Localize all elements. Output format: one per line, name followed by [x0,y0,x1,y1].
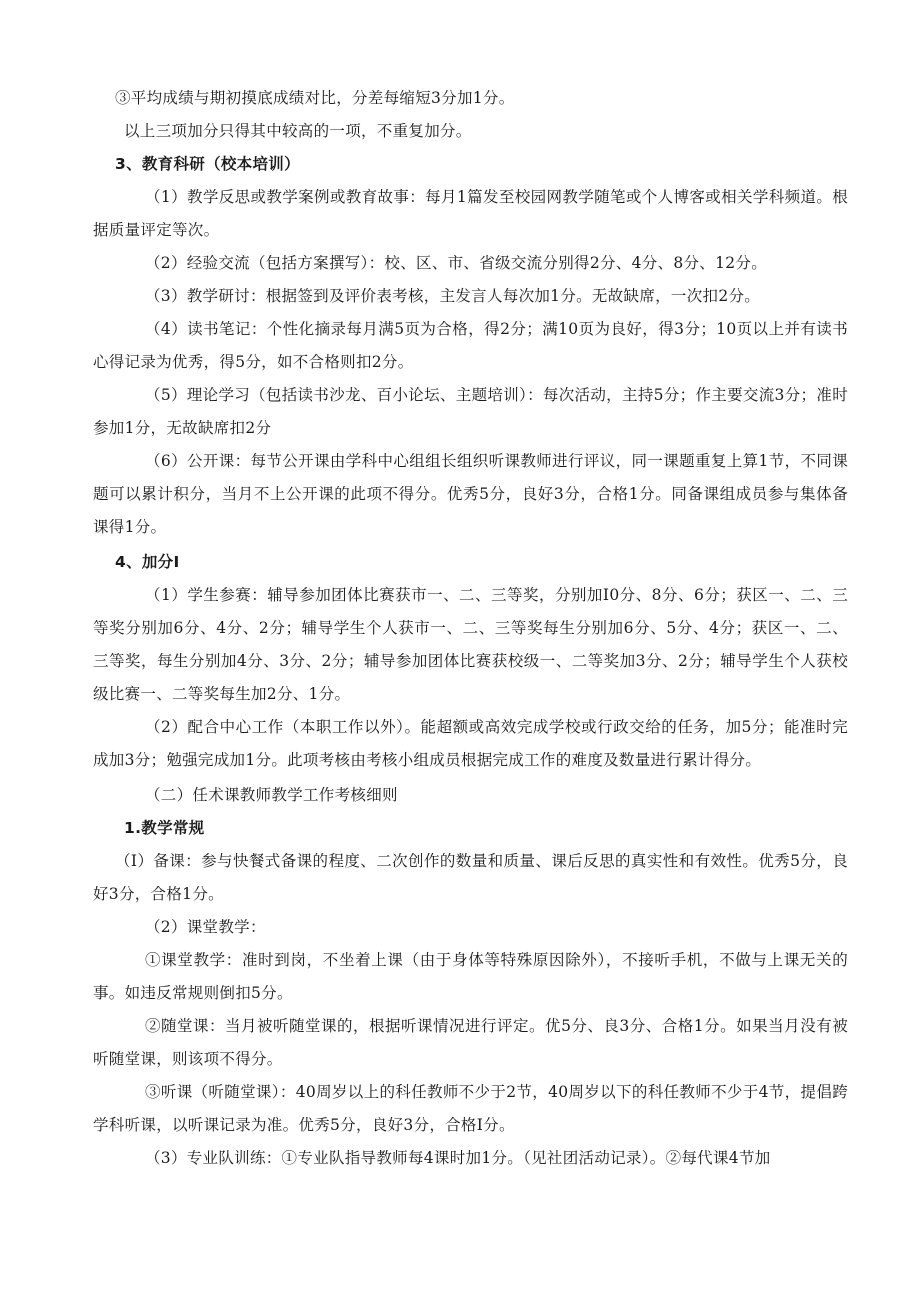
section-heading-teaching-routine: 1.教学常规 [124,819,205,837]
paragraph-experience-exchange: （2）经验交流（包括方案撰写）：校、区、市、省级交流分别得2分、4分、8分、12分。 [145,254,768,272]
section-heading-bonus: 4、加分Ⅰ [115,553,180,571]
paragraph-teaching-reflection: （1）教学反思或教学案例或教育故事：每月1篇发至校园网教学随笔或个人博客或相关学科频道。根据质量评定等次。 [93,188,848,239]
paragraph-classroom-rules: ①课堂教学：准时到岗，不坐着上课（由于身体等特殊原因除外），不接听手机，不做与上课无关的事。如违反常规则倒扣5分。 [93,951,848,1002]
paragraph-reading-notes: （4）读书笔记：个性化摘录每月满5页为合格，得2分；满10页为良好，得3分；10页以上并有读书心得记录为优秀，得5分，如不合格则扣2分。 [93,320,848,371]
section-heading-research: 3、教育科研（校本培训） [115,155,300,173]
paragraph-theory-study: （5）理论学习（包括读书沙龙、百小论坛、主题培训）：每次活动，主持5分；作主要交流3分；准时参加1分，无故缺席扣2分 [93,386,848,437]
paragraph-student-competition: （1）学生参赛：辅导参加团体比赛获市一、二、三等奖，分别加I0分、8分、6分；获区一、二、三等奖分别加6分、4分、2分；辅导学生个人获市一、二、三等奖每生分别加6分、5分、4分；获区一、二、三等奖，每生分别加4分、3分、2分；辅导参加团体比赛获校级一、二等奖加3分、2分；辅导学生个人获校级比赛一、二等奖每生加2分、1分。 [93,586,848,703]
paragraph-open-class: （6）公开课：每节公开课由学科中心组组长组织听课教师进行评议，同一课题重复上算1节，不同课题可以累计积分，当月不上公开课的此项不得分。优秀5分，良好3分，合格1分。同备课组成员参与集体备课得1分。 [93,452,848,536]
paragraph-lesson-preparation: （I）备课：参与快餐式备课的程度、二次创作的数量和质量、课后反思的真实性和有效性。优秀5分，良好3分，合格1分。 [93,852,848,903]
paragraph-center-work: （2）配合中心工作（本职工作以外）。能超额或高效完成学校或行政交给的任务，加5分；能准时完成加3分；勉强完成加1分。此项考核由考核小组成员根据完成工作的难度及数量进行累计得分。 [93,718,848,769]
paragraph-team-training: （3）专业队训练：①专业队指导教师每4课时加1分。（见社团活动记录）。②每代课4节加 [145,1149,771,1167]
paragraph-random-observation: ②随堂课：当月被听随堂课的，根据听课情况进行评定。优5分、良3分、合格1分。如果当月没有被听随堂课，则该项不得分。 [93,1017,848,1068]
paragraph-classroom-teaching-title: （2）课堂教学： [145,918,266,936]
paragraph-teaching-research: （3）教学研讨：根据签到及评价表考核，主发言人每次加1分。无故缺席，一次扣2分。 [145,287,761,305]
section-title-subject-teachers: （二）任术课教师教学工作考核细则 [145,786,398,804]
paragraph-no-duplicate-bonus: 以上三项加分只得其中较高的一项，不重复加分。 [124,122,472,140]
paragraph-lesson-observation: ③听课（听随堂课）：40周岁以上的科任教师不少于2节，40周岁以下的科任教师不少于4节，提倡跨学科听课，以听课记录为准。优秀5分，良好3分，合格I分。 [93,1083,848,1134]
paragraph-average-score: ③平均成绩与期初摸底成绩对比，分差每缩短3分加1分。 [115,89,515,107]
